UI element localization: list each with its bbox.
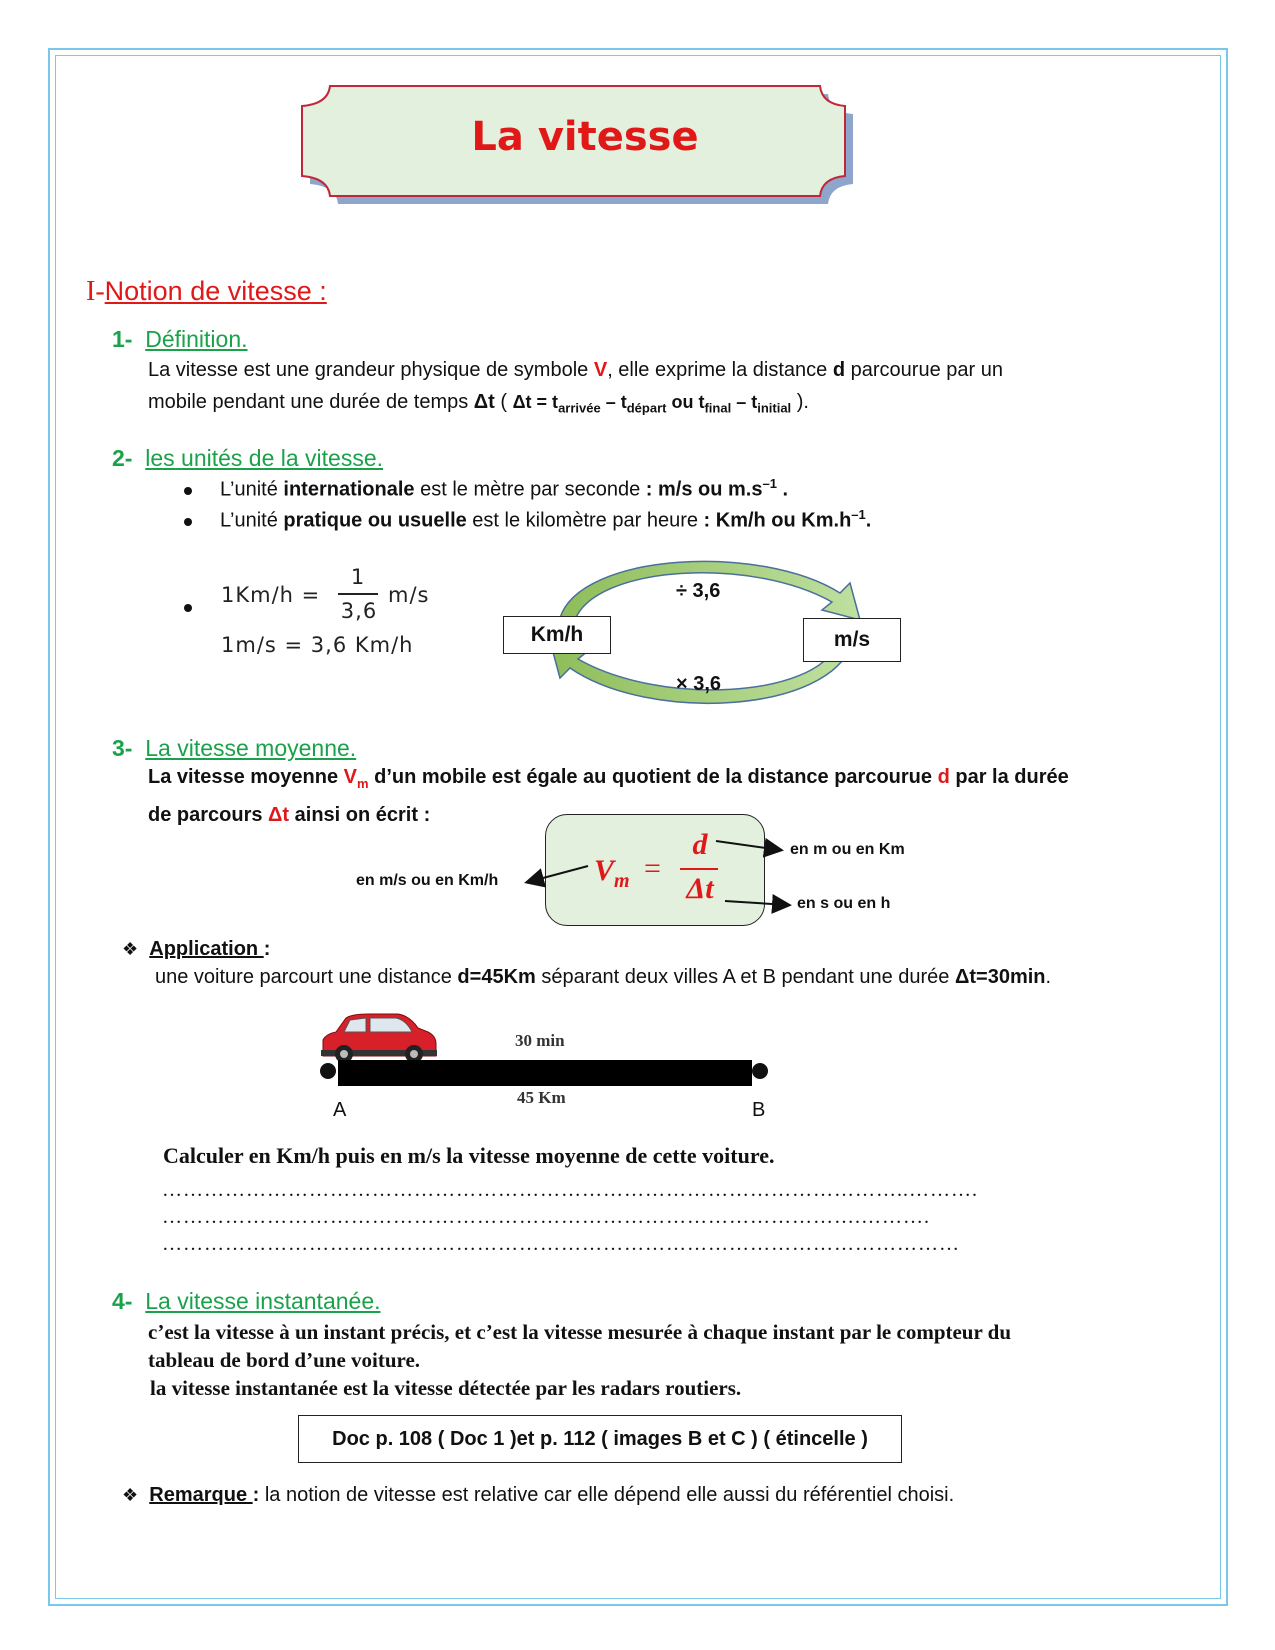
formula-equals: = bbox=[644, 852, 661, 885]
section-heading bbox=[86, 276, 327, 308]
answer-line-1: ……………………………………………………………………………………………..………. bbox=[162, 1179, 978, 1201]
average-speed-line1: La vitesse moyenne $V_m$ d’un mobile est égale au quotient de la distance parcourue d par la durée bbox=[148, 766, 1069, 791]
distance-label: 45 Km bbox=[517, 1088, 566, 1107]
point-a-dot bbox=[320, 1063, 336, 1079]
subsection-average-speed-heading: 3- La vitesse moyenne. bbox=[112, 735, 357, 761]
fraction-bar bbox=[338, 593, 378, 595]
conversion-fraction-numerator: 1 bbox=[350, 565, 366, 589]
section-number: I- bbox=[86, 276, 105, 307]
subsection-instant-speed-heading: 4- La vitesse instantanée. bbox=[112, 1288, 381, 1314]
conversion-ms-unit: m/s bbox=[388, 583, 430, 607]
point-b-label: B bbox=[752, 1099, 766, 1121]
answer-line-3: …………………………………………………………………………………………………… bbox=[162, 1233, 960, 1255]
point-b-dot bbox=[752, 1063, 768, 1079]
formula-numerator: d bbox=[692, 828, 708, 861]
section-label: Notion de vitesse : bbox=[104, 276, 327, 306]
answer-line-2: ……………………………………………………………………………………….………. bbox=[162, 1206, 930, 1228]
definition-text: La vitesse est une grandeur physique de symbole V, elle exprime la distance d parcourue par un mobile pendant une durée de temps Δt ( $\Delta t = t_{arrivée} - t_{départ}$ ou $t_{final} - t_{initial}$ ). bbox=[148, 359, 1003, 416]
point-a-label: A bbox=[333, 1099, 347, 1121]
unit-box-kmh: Km/h bbox=[503, 616, 611, 654]
car-icon bbox=[321, 1014, 437, 1063]
conversion-fraction-denominator: 3,6 bbox=[340, 599, 378, 623]
application-heading: ❖ Application : bbox=[122, 938, 271, 960]
remark: ❖ Remarque : la notion de vitesse est relative car elle dépend elle aussi du référentiel choisi. bbox=[122, 1484, 955, 1506]
conversion-ms-to-kmh: 1m/s = 3,6 Km/h bbox=[221, 633, 414, 657]
instant-speed-text: c’est la vitesse à un instant précis, et c’est la vitesse mesurée à chaque instant par le compteur du tableau de bord d’une voiture. la vitesse instantanée est la vitesse détectée par les radars routiers. bbox=[148, 1320, 1012, 1400]
application-text: une voiture parcourt une distance d=45Km séparant deux villes A et B pendant une durée Δt=30min. bbox=[155, 966, 1052, 988]
doc-reference-box: Doc p. 108 ( Doc 1 )et p. 112 ( images B et C ) ( étincelle ) bbox=[298, 1415, 902, 1463]
subsection-units-heading: 2- les unités de la vitesse. bbox=[112, 445, 384, 471]
bullet-dot bbox=[184, 604, 192, 612]
unit-label-vm: en m/s ou en Km/h bbox=[356, 872, 499, 889]
road-bar bbox=[338, 1060, 752, 1086]
unit-label-d: en m ou en Km bbox=[790, 841, 905, 858]
application-question: Calculer en Km/h puis en m/s la vitesse moyenne de cette voiture. bbox=[163, 1143, 775, 1168]
time-label: 30 min bbox=[515, 1031, 565, 1050]
formula-vm: $V_m$ bbox=[594, 854, 630, 892]
arrow-label-multiply: × 3,6 bbox=[676, 673, 722, 695]
arrow-label-divide: ÷ 3,6 bbox=[676, 580, 721, 602]
formula-arrows bbox=[510, 835, 810, 920]
subsection-definition-heading: 1- Définition. bbox=[112, 326, 248, 352]
formula-denominator: Δt bbox=[686, 872, 714, 905]
unit-label-dt: en s ou en h bbox=[797, 895, 891, 912]
units-bullet-practical: L’unité pratique ou usuelle est le kilomètre par heure : Km/h ou $Km.h^{-1}$. bbox=[220, 507, 872, 532]
page-title: La vitesse bbox=[471, 114, 699, 160]
diamond-bullet-icon: ❖ bbox=[122, 939, 139, 959]
diamond-bullet-icon: ❖ bbox=[122, 1485, 139, 1505]
unit-box-ms: m/s bbox=[803, 618, 901, 662]
conversion-kmh-label: 1Km/h = bbox=[221, 583, 321, 607]
average-speed-line2: de parcours Δt ainsi on écrit : bbox=[148, 804, 431, 826]
units-bullet-international: L’unité internationale est le mètre par seconde : m/s ou $m.s^{-1}$ . bbox=[220, 476, 789, 501]
